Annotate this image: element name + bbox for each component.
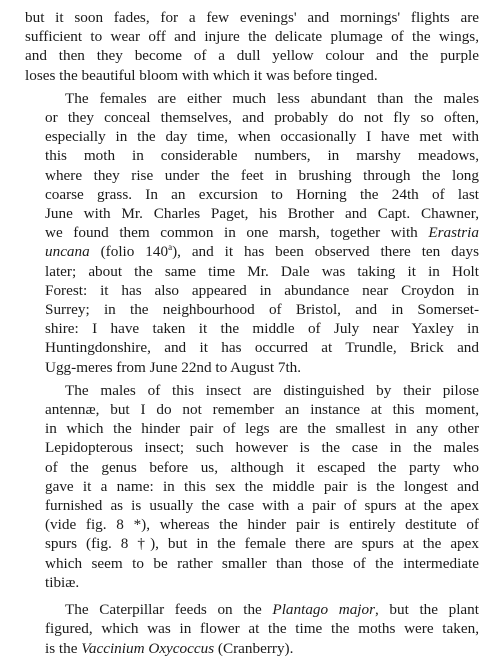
text-line: antennæ, but I do not remember an instance at this moment, — [45, 401, 479, 419]
text-line: loses the beautiful bloom with which it was before tinged. — [25, 66, 378, 84]
text-line: spurs (fig. 8 †), but in the female there are spurs at the apex — [45, 535, 479, 553]
text-line: but it soon fades, for a few evenings' and mornings' flights are — [25, 9, 479, 26]
text-run: (folio 140 — [89, 243, 169, 261]
text-line: The females are either much less abundant than the males — [65, 89, 479, 107]
species-name: uncana — [45, 243, 90, 261]
text-line: later; about the same time Mr. Dale was taking it in Holt — [45, 262, 479, 280]
text-line: of the genus before us, although it escaped the party who — [45, 458, 479, 476]
text-line: (vide fig. 8 *), whereas the hinder pair is entirely destitute of — [45, 516, 479, 534]
text-run: (Cranberry). — [214, 639, 294, 657]
superscript: a — [168, 242, 173, 253]
text-line: June with Mr. Charles Paget, his Brother and Capt. Chawner, — [45, 205, 479, 223]
text-line: Forest: it has also appeared in abundance near Croydon in — [45, 281, 479, 299]
text-run: ), and it has been observed there ten days — [172, 243, 479, 261]
text-line: tibiæ. — [45, 573, 80, 591]
text-run: The Caterpillar feeds on the — [65, 601, 273, 619]
document-page — [25, 8, 479, 658]
text-line: in which the hinder pair of legs are the smallest in any other — [45, 420, 479, 438]
text-line: where they rise under the feet in brushing through the long — [45, 166, 479, 184]
text-line: Ugg-meres from June 22nd to August 7th. — [45, 358, 302, 376]
species-name: Erastria — [428, 224, 479, 242]
paragraph-4 — [25, 600, 479, 658]
text-line: shire: I have taken it the middle of July near Yaxley in — [45, 320, 479, 338]
paragraph-1 — [25, 8, 479, 85]
text-line: coarse grass. In an excursion to Horning the 24th of last — [45, 185, 479, 203]
text-line: Surrey; in the neighbourhood of Bristol, and in Somerset- — [45, 301, 479, 319]
text-line: Huntingdonshire, and it has occurred at Trundle, Brick and — [45, 339, 479, 357]
text-line: or they conceal themselves, and probably do not fly so often, — [45, 109, 479, 127]
text-line: and then they become of a dull yellow colour and the purple — [25, 47, 479, 65]
text-run: is the — [45, 639, 82, 657]
text-line — [25, 600, 479, 619]
text-line: Lepidopterous insect; such however is the case in the males — [45, 439, 479, 457]
text-line: especially in the day time, when occasionally I have met with — [45, 128, 479, 146]
text-line: this moth in considerable numbers, in marshy meadows, — [45, 147, 479, 165]
plant-name: Vaccinium Oxycoccus — [81, 639, 215, 657]
text-line: which seem to be rather smaller than those of the intermediate — [45, 554, 479, 572]
text-line — [25, 223, 479, 242]
paragraph-2 — [25, 89, 479, 377]
plant-name: Plantago major — [272, 601, 376, 619]
paragraph-3 — [25, 381, 479, 592]
text-run: , but the plant — [375, 601, 479, 619]
text-line: The males of this insect are distinguished by their pilose — [65, 381, 479, 399]
text-line: furnished as is usually the case with a pair of spurs at the apex — [45, 497, 479, 515]
text-line — [25, 242, 479, 261]
text-line: figured, which was in flower at the time the moths were taken, — [45, 620, 479, 638]
text-line: sufficient to wear off and injure the delicate plumage of the wings, — [25, 28, 479, 46]
text-line: gave it a name: in this sex the middle pair is the longest and — [45, 477, 479, 495]
text-line — [25, 639, 479, 658]
text-run: we found them common in one marsh, together with — [45, 224, 429, 242]
